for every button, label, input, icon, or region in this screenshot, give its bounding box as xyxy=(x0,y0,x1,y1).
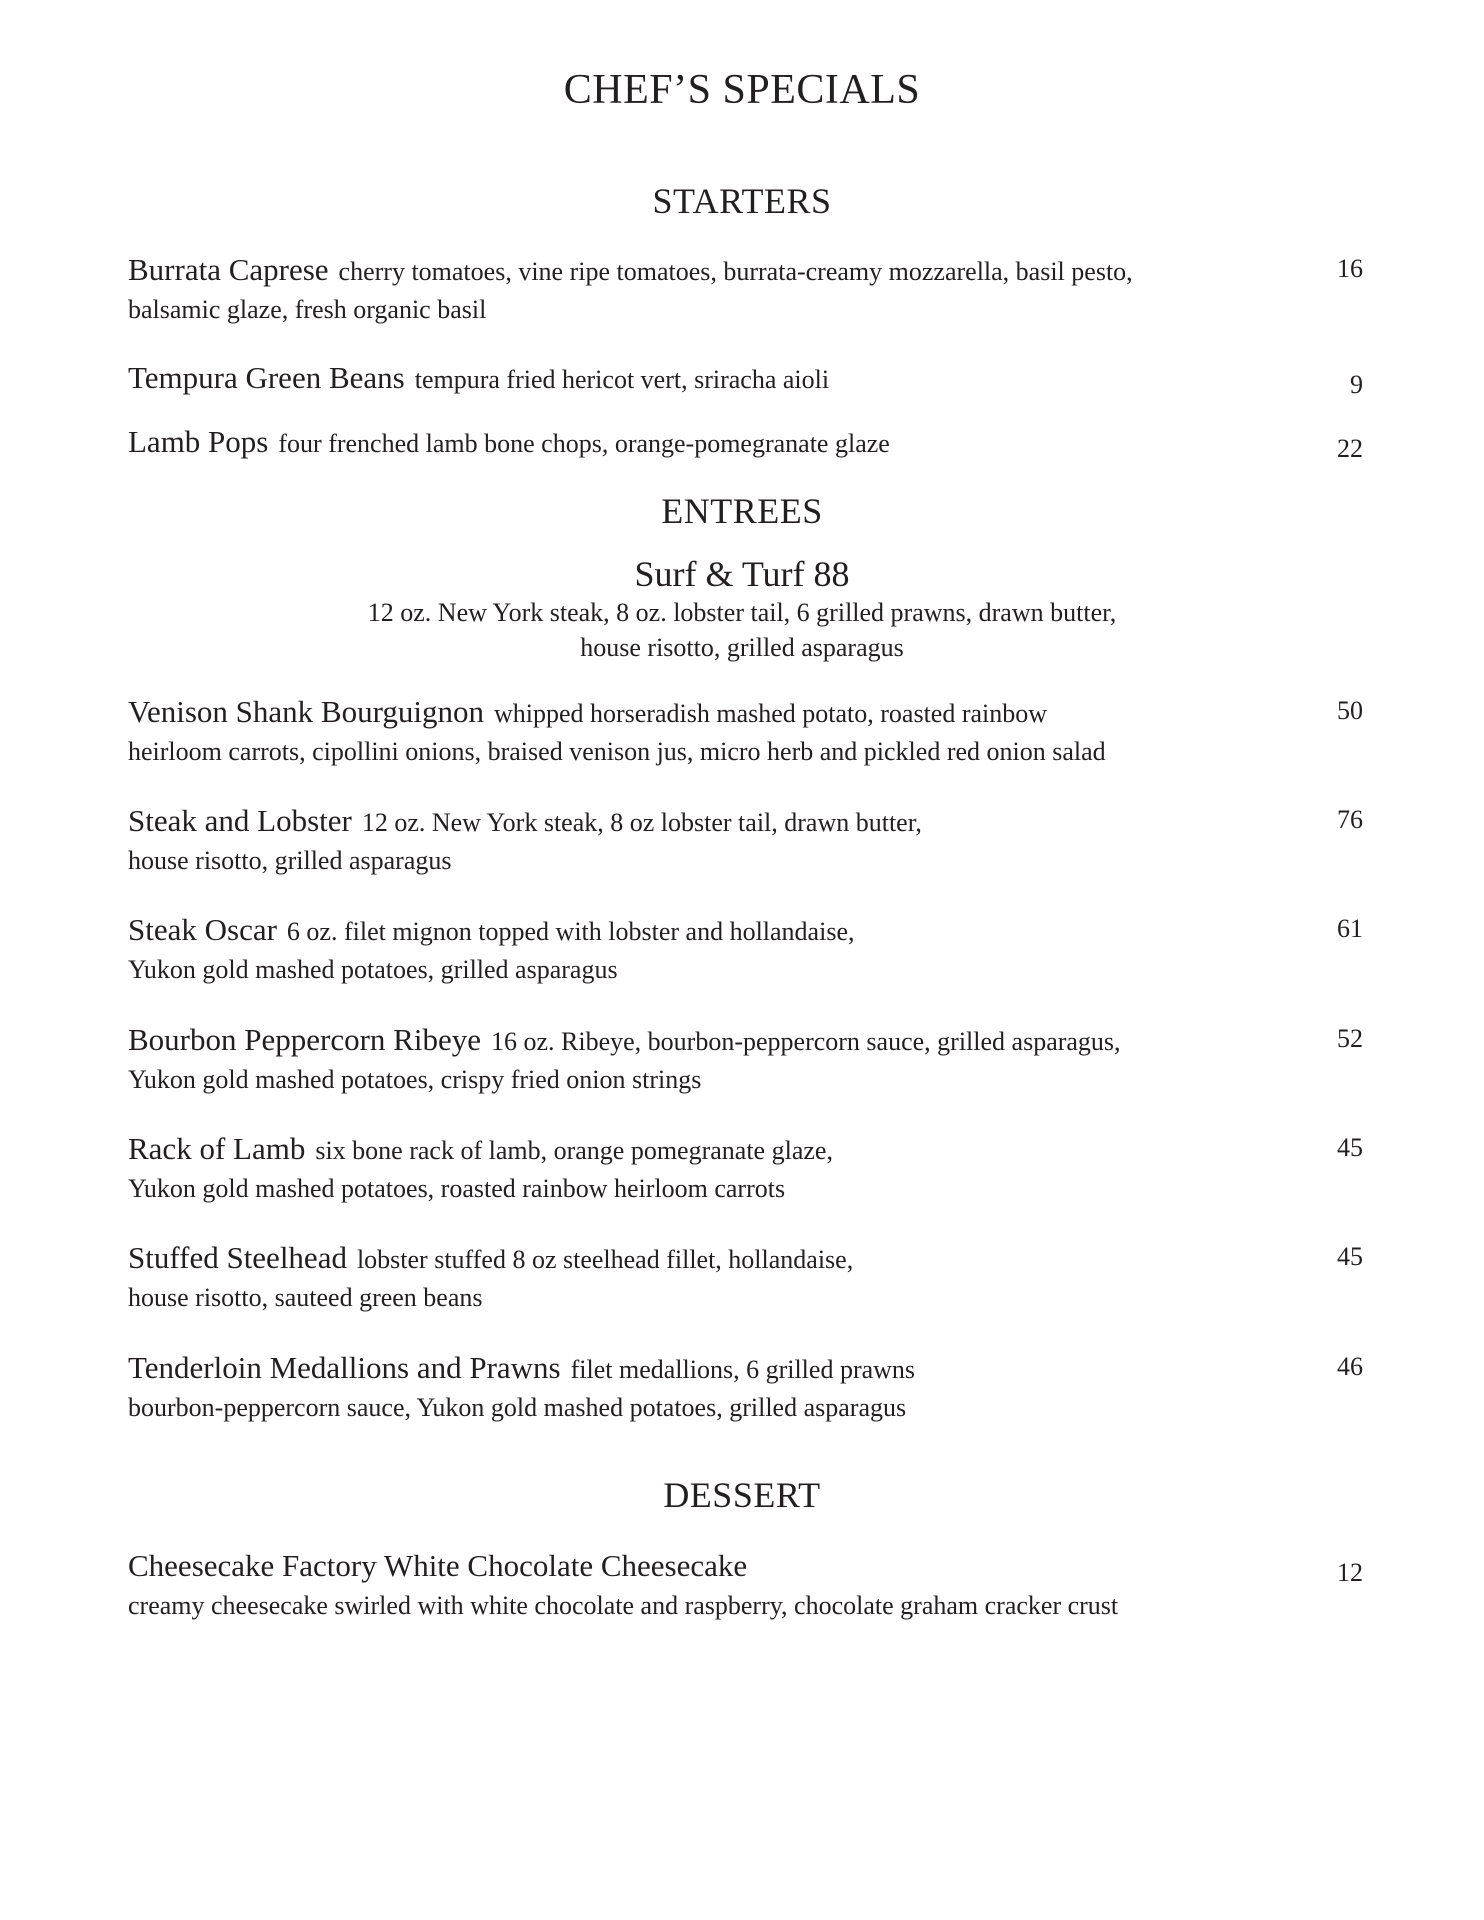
item-name: Tenderloin Medallions and Prawns xyxy=(128,1350,561,1385)
item-description: 6 oz. filet mignon topped with lobster and hollandaise, xyxy=(286,917,855,946)
item-description: 12 oz. New York steak, 8 oz lobster tail, drawn butter, xyxy=(361,808,922,837)
feature-item-name: Surf & Turf 88 xyxy=(634,554,850,594)
item-description-continued: balsamic glaze, fresh organic basil xyxy=(128,295,487,324)
item-name: Tempura Green Beans xyxy=(128,360,405,395)
item-price: 61 xyxy=(1337,914,1363,943)
entrees-heading: ENTREES xyxy=(661,491,823,531)
item-description-continued: heirloom carrots, cipollini onions, braised venison jus, micro herb and pickled red onion salad xyxy=(128,737,1106,766)
item-description: lobster stuffed 8 oz steelhead fillet, hollandaise, xyxy=(356,1245,854,1274)
menu-item-white-chocolate-cheesecake xyxy=(128,1548,1363,1623)
item-description-continued: bourbon-peppercorn sauce, Yukon gold mashed potatoes, grilled asparagus xyxy=(128,1393,907,1422)
item-name: Lamb Pops xyxy=(128,424,269,459)
item-price: 22 xyxy=(1337,434,1363,463)
item-description: four frenched lamb bone chops, orange-pomegranate glaze xyxy=(278,429,890,458)
feature-item-description-continued: house risotto, grilled asparagus xyxy=(580,633,904,662)
menu-item-steak-and-lobster xyxy=(128,803,1363,878)
feature-item-description: 12 oz. New York steak, 8 oz. lobster tail, 6 grilled prawns, drawn butter, xyxy=(367,598,1117,627)
item-name: Steak Oscar xyxy=(128,912,277,947)
item-description-continued: house risotto, sauteed green beans xyxy=(128,1283,483,1312)
item-price: 9 xyxy=(1350,370,1363,399)
menu-item-burrata-caprese xyxy=(128,252,1363,327)
item-description: cherry tomatoes, vine ripe tomatoes, burrata-creamy mozzarella, basil pesto, xyxy=(338,257,1133,286)
item-price: 45 xyxy=(1337,1242,1363,1271)
item-name: Burrata Caprese xyxy=(128,252,329,287)
dessert-heading: DESSERT xyxy=(663,1475,821,1515)
item-name: Cheesecake Factory White Chocolate Cheesecake xyxy=(128,1548,748,1583)
item-price: 16 xyxy=(1337,254,1363,283)
item-description-continued: house risotto, grilled asparagus xyxy=(128,846,452,875)
item-name: Rack of Lamb xyxy=(128,1131,306,1166)
item-description-continued: Yukon gold mashed potatoes, grilled asparagus xyxy=(128,955,618,984)
menu-item-steak-oscar xyxy=(128,912,1363,987)
item-description: filet medallions, 6 grilled prawns xyxy=(570,1355,916,1384)
item-description: tempura fried hericot vert, sriracha aioli xyxy=(414,365,830,394)
item-name: Venison Shank Bourguignon xyxy=(128,694,484,729)
menu-item-stuffed-steelhead xyxy=(128,1240,1363,1315)
item-description-continued: creamy cheesecake swirled with white chocolate and raspberry, chocolate graham cracker crust xyxy=(128,1591,1119,1620)
item-description-continued: Yukon gold mashed potatoes, crispy fried onion strings xyxy=(128,1065,702,1094)
menu-item-rack-of-lamb xyxy=(128,1131,1363,1206)
menu-title: CHEF’S SPECIALS xyxy=(563,67,921,113)
item-price: 12 xyxy=(1337,1558,1363,1587)
item-price: 46 xyxy=(1337,1352,1363,1381)
item-name: Bourbon Peppercorn Ribeye xyxy=(128,1022,481,1057)
menu-item-bourbon-peppercorn-ribeye xyxy=(128,1022,1363,1097)
menu-item-lamb-pops xyxy=(128,424,1363,466)
item-price: 76 xyxy=(1337,805,1363,834)
menu-item-venison-shank xyxy=(128,694,1363,769)
item-description: 16 oz. Ribeye, bourbon-peppercorn sauce, grilled asparagus, xyxy=(490,1027,1121,1056)
item-name: Steak and Lobster xyxy=(128,803,352,838)
item-price: 52 xyxy=(1337,1024,1363,1053)
item-description: six bone rack of lamb, orange pomegranate glaze, xyxy=(315,1136,833,1165)
item-price: 45 xyxy=(1337,1133,1363,1162)
menu-item-tenderloin-medallions-and-prawns xyxy=(128,1350,1363,1425)
menu-item-tempura-green-beans xyxy=(128,360,1363,402)
item-name: Stuffed Steelhead xyxy=(128,1240,347,1275)
starters-heading: STARTERS xyxy=(652,181,832,221)
item-price: 50 xyxy=(1337,696,1363,725)
item-description-continued: Yukon gold mashed potatoes, roasted rainbow heirloom carrots xyxy=(128,1174,786,1203)
item-description: whipped horseradish mashed potato, roasted rainbow xyxy=(493,699,1048,728)
